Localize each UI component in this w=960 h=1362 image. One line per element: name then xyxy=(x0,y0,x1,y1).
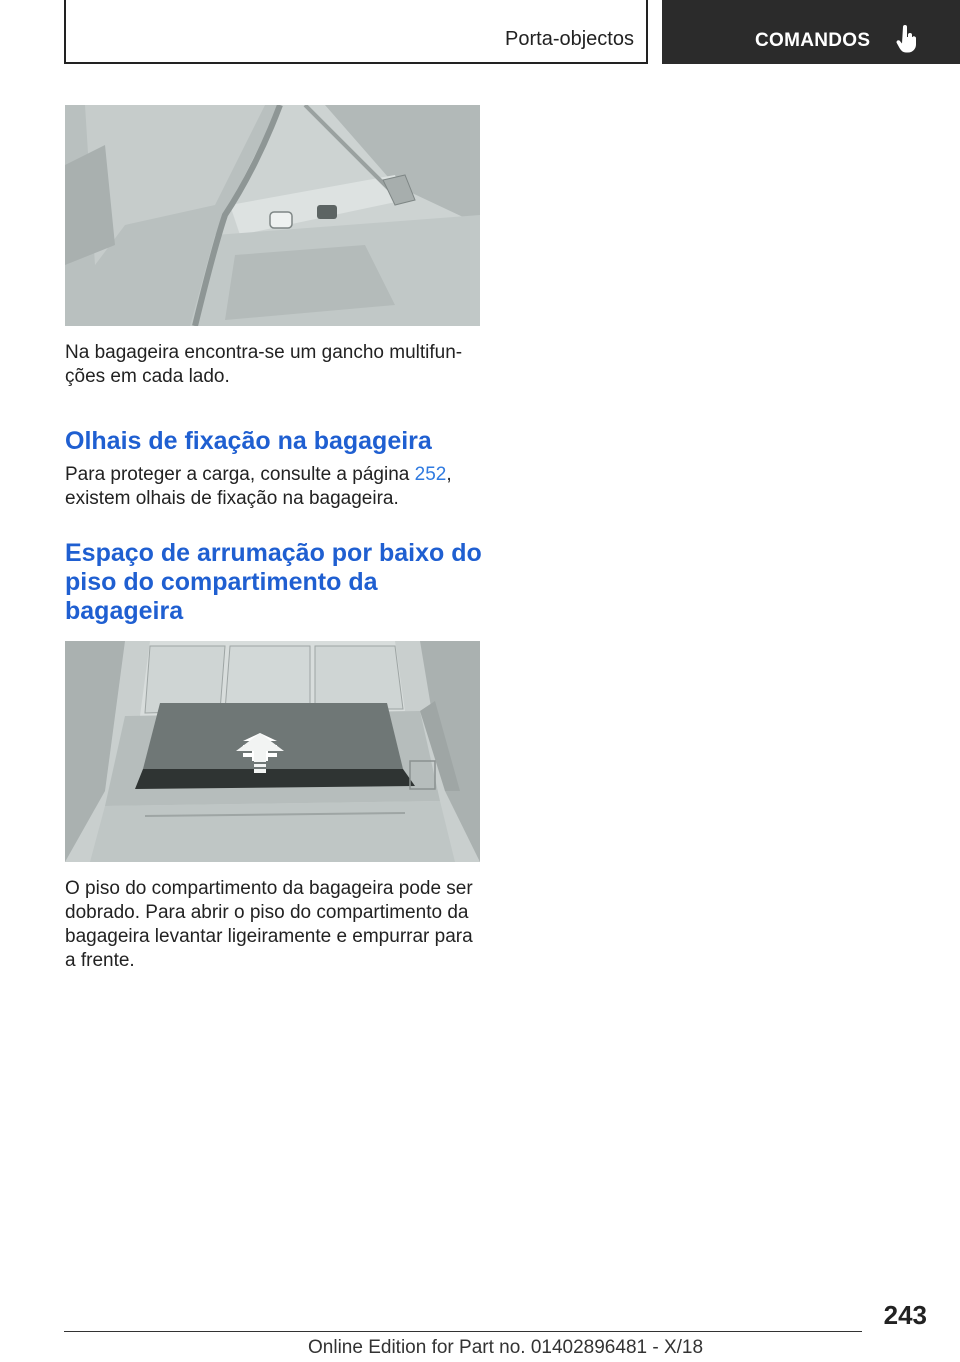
heading-underfloor-storage: Espaço de arrumação por baixo do piso do compartimento da bagageira xyxy=(65,539,482,625)
pointing-hand-icon xyxy=(896,25,918,53)
luggage-hook-illustration xyxy=(65,105,480,326)
heading-lashing-eyes: Olhais de fixação na bagageira xyxy=(65,427,432,455)
footer-edition: Online Edition for Part no. 01402896481 - X/18 xyxy=(308,1337,704,1358)
header-chapter-tab[interactable] xyxy=(662,0,960,64)
header-section-title: Porta-objectos xyxy=(505,28,634,50)
page-link-252[interactable]: 252 xyxy=(414,464,447,485)
lashing-eyes-description xyxy=(65,463,485,511)
floor-description: O piso do compartimento da bagageira pode ser dobrado. Para abrir o piso do compartimento da bagageira levantar ligeiramente e empurrar para a frente. xyxy=(65,878,473,971)
header-section-box xyxy=(64,0,648,64)
lashing-text-after: , existem olhais de fixação na bagageira. xyxy=(65,464,452,509)
lashing-text-before: Para proteger a carga, consulte a página xyxy=(65,464,415,485)
luggage-floor-illustration xyxy=(65,641,480,862)
hook-description: Na bagageira encontra-se um gancho multifunções em cada lado. xyxy=(65,342,463,387)
page-number: 243 xyxy=(883,1300,927,1330)
footer-divider xyxy=(64,1331,862,1332)
header-chapter-label: COMANDOS xyxy=(755,30,871,51)
